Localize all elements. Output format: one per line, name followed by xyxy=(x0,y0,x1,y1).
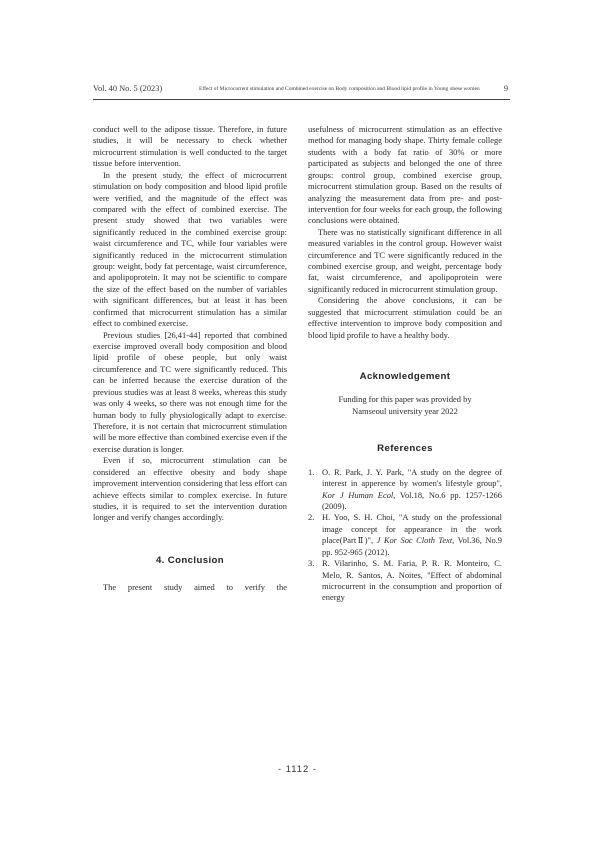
paragraph: Previous studies [26,41-44] reported that combined exercise improved overall body composition and blood lipid profile of obese people, but only waist circumference and TC were significantly reduced. This can be inferred because the exercise duration of the previous studies was at least 8 weeks, whereas this study was only 4 weeks, so there was not enough time for the human body to fully physiologically adapt to exercise. Therefore, it is not certain that microcurrent stimulation will be more effective than combined exercise even if the exercise duration is longer. xyxy=(93,329,287,454)
reference-list xyxy=(308,467,502,604)
paragraph: The present study aimed to verify the xyxy=(103,582,287,593)
paragraph: usefulness of microcurrent stimulation as an effective method for managing body shape. Thirty female college students with a body fat ratio of 30% or more participated as subjects and belonged the one of three groups: control group, combined exercise group, microcurrent stimulation group. Based on the results of analyzing the measurement data from pre- and post-intervention for four weeks for each group, the following conclusions were obtained. xyxy=(308,124,502,226)
header-rule xyxy=(93,99,510,100)
paragraph: Even if so, microcurrent stimulation can be considered an effective obesity and body shape improvement intervention considering that less effort can achieve effects similar to complex exercise. In future studies, it is required to set the intervention duration longer and verify changes accordingly. xyxy=(93,455,287,523)
paragraph: conduct well to the adipose tissue. Therefore, in future studies, it will be necessary to check whether microcurrent stimulation is well conducted to the target tissue before intervention. xyxy=(93,124,287,169)
acknowledgement-heading: Acknowledgement xyxy=(359,371,451,383)
right-column xyxy=(308,124,502,604)
conclusion-heading: 4. Conclusion xyxy=(155,554,225,566)
reference-item xyxy=(308,512,502,558)
reference-text: R. Vilarinho, S. M. Faria, P. R. R. Monteiro, C. Melo, R. Santos, A. Noites, "Effect of abdominal microcurrent in the consumption and proportion of energy xyxy=(322,558,502,603)
paragraph: Considering the above conclusions, it can be suggested that microcurrent stimulation could be an effective intervention to improve body composition and blood lipid profile to have a healthy body. xyxy=(308,295,502,340)
journal-volume: Vol. 40 No. 5 (2023) xyxy=(93,84,163,93)
reference-text: H. Yoo, S. H. Choi, "A study on the professional image concept for appearance in the work place(PartⅡ)", xyxy=(322,512,502,546)
header-page-number: 9 xyxy=(503,84,508,93)
running-title: Effect of Microcurrent stimulation and Combined exercise on Body composition and Blood lipid profile in Young obese women xyxy=(199,86,480,92)
paragraph: There was no statistically significant difference in all measured variables in the control group. However waist circumference and TC were significantly reduced in the combined exercise group, and weight, percentage body fat, waist circumference, and apolipoprotein were significantly reduced in microcurrent stimulation group. xyxy=(308,226,502,294)
left-column xyxy=(93,124,287,594)
reference-journal: Kor J Human Ecol xyxy=(322,489,394,500)
references-heading: References xyxy=(377,443,433,455)
acknowledgement-text: Funding for this paper was provided by Namseoul university year 2022 xyxy=(338,394,472,416)
reference-journal: J Kor Soc Cloth Text xyxy=(376,535,453,546)
reference-text: O. R. Park, J. Y. Park, "A study on the degree of interest in apperence by women's lifestyle group", xyxy=(322,466,502,489)
reference-item xyxy=(308,558,502,604)
reference-number: 2. xyxy=(308,512,315,523)
reference-details: , Vol.36, No.9 pp. 952-965 (2012). xyxy=(322,535,502,557)
paragraph: In the present study, the effect of microcurrent stimulation on body composition and blood lipid profile were verified, and the magnitude of the effect was compared with the effect of combined exercise. The present study showed that two variables were significantly reduced in the combined exercise group: waist circumference and TC, while four variables were significantly reduced in the microcurrent stimulation group: weight, body fat percentage, waist circumference, and apolipoprotein. It may not be scientific to compare the size of the effect based on the number of variables with significant differences, but at least it has been confirmed that microcurrent stimulation has a similar effect to combined exercise. xyxy=(93,169,287,329)
reference-number: 1. xyxy=(308,466,315,477)
reference-item xyxy=(308,467,502,513)
reference-number: 3. xyxy=(308,558,315,569)
reference-details: , Vol.18, No.6 pp. 1257-1266 (2009). xyxy=(322,489,502,511)
footer-page-number: - 1112 - xyxy=(278,763,317,774)
